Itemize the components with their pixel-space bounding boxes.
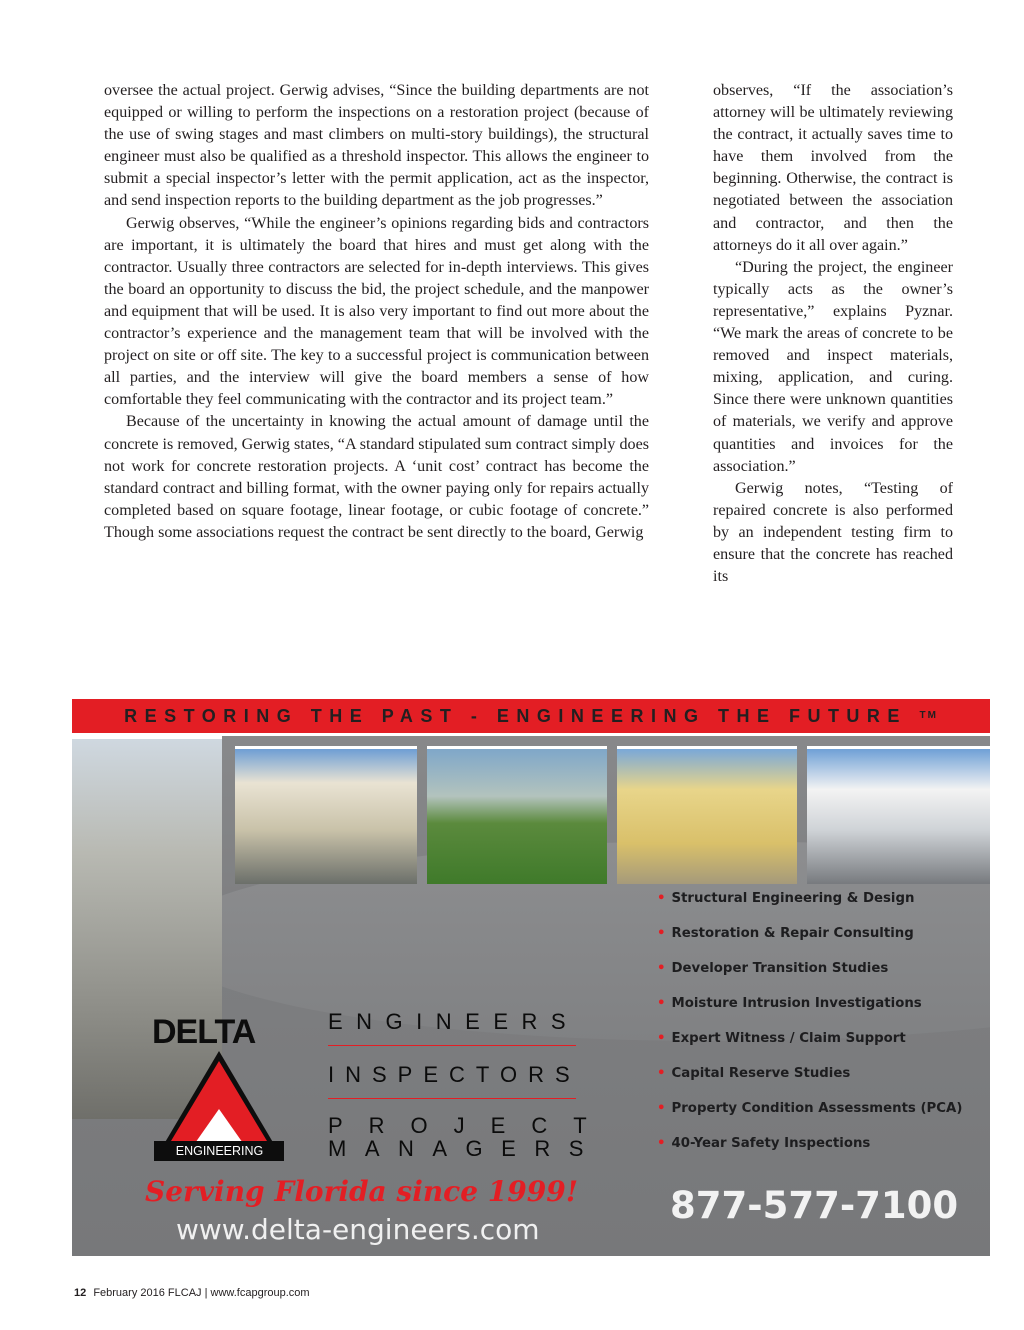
service-label: Developer Transition Studies [671,961,889,976]
service-label: Structural Engineering & Design [671,891,915,906]
article-paragraph: Because of the uncertainty in knowing the actual amount of damage until the concrete is removed, Gerwig states, “A standard stipulated sum contract simply does not work for concrete restoration projects. A ‘unit cost’ contract has become the standard contract and billing format, with the owner paying only for repairs actually completed based on square footage, linear footage, or cubic footage of concrete.” Though some associations request the contract be sent directly to the board, Gerwig [104,413,649,541]
article-paragraph: “During the project, the engineer typically acts as the owner’s representative,” explains Pyznar. “We mark the areas of concrete to be removed and inspect materials, mixing, application, and curing. Since there were unknown quantities of materials, we verify and approve quantities and invoices for the association.” [713,258,953,475]
service-label: Restoration & Repair Consulting [671,926,914,941]
article-paragraph: oversee the actual project. Gerwig advises, “Since the building departments are not equipped or willing to perform the inspections on a restoration project (because of the use of swing stages and mast climbers on multi-story buildings), the structural engineer must also be qualified as a threshold inspector. This allows the engineer to submit a special inspector’s letter with the permit application, act as the inspector, and send inspection reports to the building department as the job progresses.” [104,82,649,210]
service-label: Expert Witness / Claim Support [671,1031,906,1046]
publication-name: FLCAJ [167,1287,202,1299]
service-label: Capital Reserve Studies [671,1066,851,1081]
ad-tagline: Serving Florida since 1999! [145,1175,579,1208]
article-paragraph: observes, “If the association’s attorney will be ultimately reviewing the contract, it actually saves time to have them involved from the beginning. Otherwise, the contract is negotiated between the association and contractor, and then the attorneys do it all over again.” [713,82,953,254]
bullet-icon: • [657,961,666,976]
service-item [657,1136,870,1151]
bullet-icon: • [657,1136,666,1151]
delta-triangle-icon [152,1013,287,1163]
title-divider [328,1045,576,1046]
ad-website-link[interactable]: www.delta-engineers.com [176,1213,540,1246]
ad-banner [72,699,990,733]
page-number: 12 [74,1287,87,1299]
article-paragraph: Gerwig observes, “While the engineer’s opinions regarding bids and contractors are important, it is ultimately the board that hires and must get along with the contractor. Usually three contractors are selected for in-depth interviews. This gives the board an opportunity to discuss the bid, the project schedule, and the manpower and equipment that will be used. It is also very important to find out more about the contractor’s experience and the management team that will be involved with the project on site or off site. The key to a successful project is communication between all parties, and the interview will give the board members a sense of how comfortable they feel communicating with the contractor and its project team.” [104,214,649,409]
footer-separator: | [204,1287,208,1299]
issue-date: February 2016 [93,1287,165,1299]
title-inspectors: INSPECTORS [328,1062,581,1087]
page-footer [74,1287,310,1299]
bullet-icon: • [657,996,666,1011]
article-side-column [713,80,953,588]
service-label: 40-Year Safety Inspections [671,1136,871,1151]
bullet-icon: • [657,891,666,906]
delta-engineering-advertisement [72,691,990,1256]
bullet-icon: • [657,1031,666,1046]
service-item [657,996,922,1011]
ad-phone-number: 877-577-7100 [670,1184,959,1227]
service-label: Property Condition Assessments (PCA) [671,1101,963,1116]
logo-subtitle: ENGINEERING [175,1144,264,1158]
logo-wordmark: DELTA [152,1013,256,1051]
service-item [657,961,888,976]
building-photo [427,746,607,884]
title-divider [328,1098,576,1099]
title-managers: MANAGERS [328,1136,602,1161]
building-photo [235,746,417,884]
title-project: PROJECT [328,1113,613,1138]
service-item [657,1101,962,1116]
title-engineers: ENGINEERS [328,1009,580,1034]
service-item [657,1031,906,1046]
service-item [657,891,914,906]
service-label: Moisture Intrusion Investigations [671,996,922,1011]
article-main-column [104,80,649,544]
service-item [657,926,914,941]
ad-banner-text [72,699,990,733]
delta-logo [152,1013,287,1163]
bullet-icon: • [657,1101,666,1116]
banner-slogan: RESTORING THE PAST - ENGINEERING THE FUTURE [124,706,907,726]
article-paragraph: Gerwig notes, “Testing of repaired concrete is also performed by an independent testing firm to ensure that the concrete has reached its [713,479,953,586]
building-photo [807,746,990,884]
bullet-icon: • [657,926,666,941]
service-item [657,1066,850,1081]
bullet-icon: • [657,1066,666,1081]
publication-website-link[interactable]: www.fcapgroup.com [210,1287,310,1299]
trademark-mark: TM [919,710,938,721]
building-photo [617,746,797,884]
